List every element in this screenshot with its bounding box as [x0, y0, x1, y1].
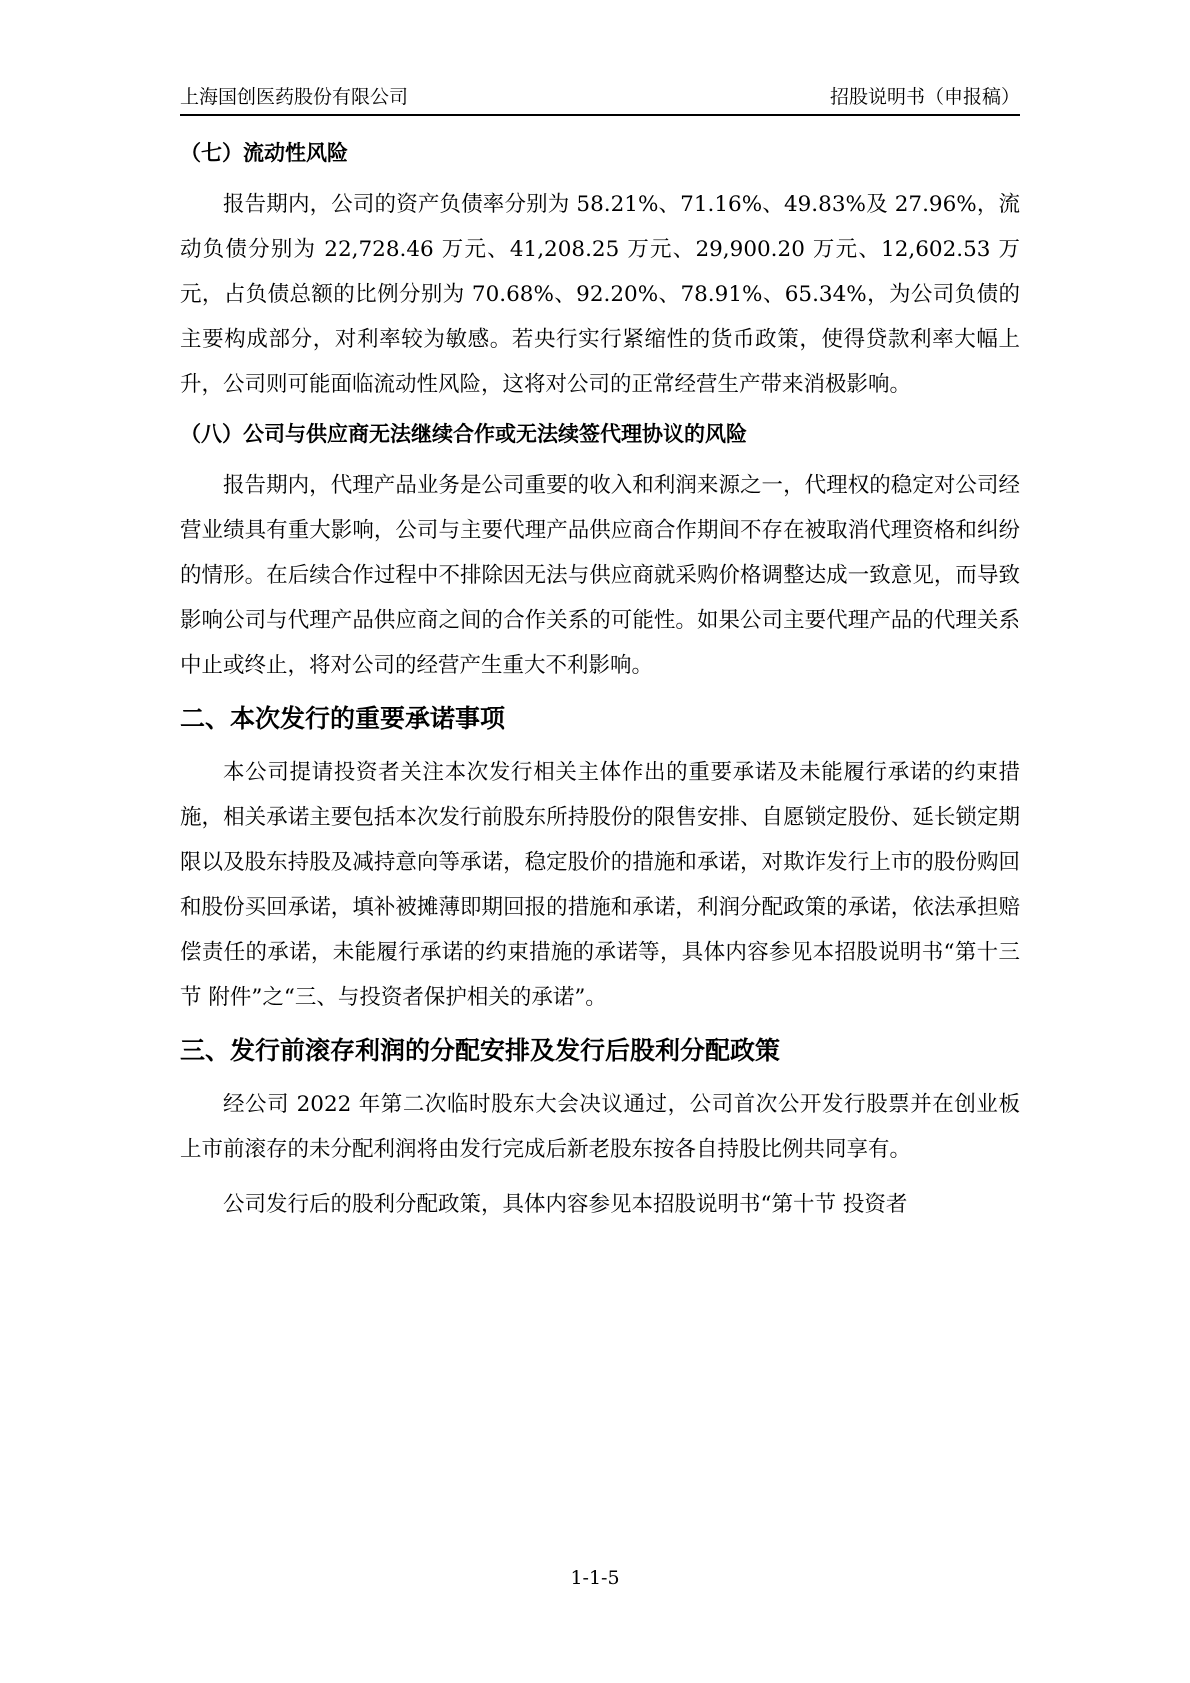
document-type: 招股说明书（申报稿）	[829, 86, 1020, 108]
part-commitments-title: 二、本次发行的重要承诺事项	[180, 704, 506, 733]
section-supplier-risk-title: （八）公司与供应商无法继续合作或无法续签代理协议的风险	[180, 422, 747, 446]
company-name: 上海国创医药股份有限公司	[180, 86, 409, 108]
part-commitments-paragraph: 本公司提请投资者关注本次发行相关主体作出的重要承诺及未能履行承诺的约束措施，相关承诺主要包括本次发行前股东所持股份的限售安排、自愿锁定股份、延长锁定期限以及股东持股及减持意向等承诺，稳定股价的措施和承诺，对欺诈发行上市的股份购回和股份买回承诺，填补被摊薄即期回报的措施和承诺，利润分配政策的承诺，依法承担赔偿责任的承诺，未能履行承诺的约束措施的承诺等，具体内容参见本招股说明书“第十三节 附件”之“三、与投资者保护相关的承诺”。	[180, 760, 1020, 1010]
part-profit-distribution-paragraph-2: 公司发行后的股利分配政策，具体内容参见本招股说明书“第十节 投资者	[223, 1192, 908, 1217]
section-liquidity-risk-title: （七）流动性风险	[180, 141, 348, 165]
section-supplier-risk-paragraph: 报告期内，代理产品业务是公司重要的收入和利润来源之一，代理权的稳定对公司经营业绩具有重大影响，公司与主要代理产品供应商合作期间不存在被取消代理资格和纠纷的情形。在后续合作过程中不排除因无法与供应商就采购价格调整达成一致意见，而导致影响公司与代理产品供应商之间的合作关系的可能性。如果公司主要代理产品的代理关系中止或终止，将对公司的经营产生重大不利影响。	[180, 473, 1020, 678]
section-liquidity-risk-paragraph: 报告期内，公司的资产负债率分别为 58.21%、71.16%、49.83%及 27.96%，流动负债分别为 22,728.46 万元、41,208.25 万元、29,900.20 万元、12,602.53 万元，占负债总额的比例分别为 70.68%、92.20%、78.91%、65.34%，为公司负债的主要构成部分，对利率较为敏感。若央行实行紧缩性的货币政策，使得贷款利率大幅上升，公司则可能面临流动性风险，这将对公司的正常经营生产带来消极影响。	[180, 192, 1020, 397]
page-content	[180, 138, 1020, 1227]
part-profit-distribution-paragraph-1: 经公司 2022 年第二次临时股东大会决议通过，公司首次公开发行股票并在创业板上市前滚存的未分配利润将由发行完成后新老股东按各自持股比例共同享有。	[180, 1092, 1020, 1162]
page-number: 1-1-5	[570, 1567, 620, 1589]
page-header	[180, 84, 1020, 116]
part-profit-distribution-title: 三、发行前滚存利润的分配安排及发行后股利分配政策	[180, 1036, 781, 1065]
